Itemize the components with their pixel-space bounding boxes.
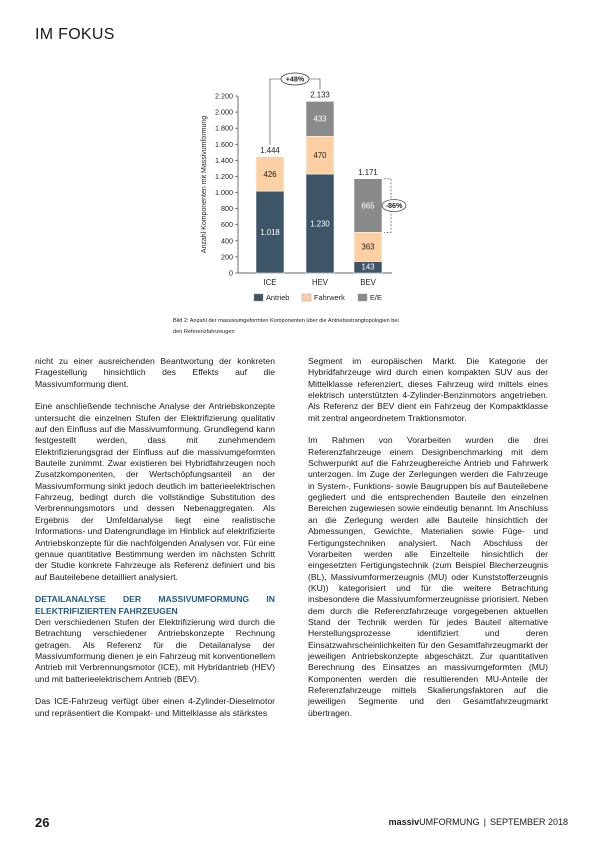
y-tick-label: 2.200 [215,91,233,101]
bar-value-label: 426 [263,169,277,179]
y-tick-label: 600 [221,220,233,230]
y-tick-label: 1.800 [215,123,233,133]
paragraph: Den verschiedenen Stufen der Elektrifizierung wird durch die Betrachtung verschiedener Antriebskonzepte Rechnung getragen. Als Referenz für die Detailanalyse der Massivumformung dienen je ein Fahrzeug mit konventionellem Antrieb mit Verbrennungsmotor (ICE), mit Hybridantrieb (HEV) und mit batterieelektrischem Antrieb (BEV). [35,616,275,684]
y-axis-label: Anzahl Komponenten mit Massivumformung [201,115,208,254]
x-tick-label: BEV [360,278,376,287]
bar-value-label: 363 [361,242,375,252]
paragraph: Segment im europäischen Markt. Die Kategorie der Hybridfahrzeuge wird durch einen kompakten SUV aus der Mittelklasse referenziert, dieses Fahrzeug wird mittels eines elektrisch unterstützten 4-Zylinder-Benzinmotors angetrieben. Als Referenz der BEV dient ein Fahrzeug der Kompaktklasse mit zentral angeordnetem Traktionsmotor. [308,356,548,423]
y-tick-label: 2.000 [215,107,233,117]
decrease-label: -86% [385,201,403,211]
left-column [35,356,275,730]
brand-name: massiv [388,817,420,827]
bar-value-label: 433 [313,114,327,124]
page-number: 26 [35,815,50,830]
bar-value-label: 1.230 [310,219,330,229]
right-column [308,356,548,730]
y-tick-label: 1.400 [215,155,233,165]
section-title: IM FOKUS [35,26,115,43]
bar-total-label: 1.444 [260,145,280,155]
brand-separator: | [483,817,486,827]
legend-label: Fahrwerk [314,293,345,302]
chart [196,70,416,315]
bar-value-label: 470 [313,150,327,160]
figure-caption: Bild 2: Anzahl der massivumgeformten Komponenten über die Antriebsstrangtopologien bei den Referenzfahrzeugen [173,318,399,335]
y-tick-label: 0 [229,268,233,278]
bar-total-label: 1.171 [358,167,378,177]
y-tick-label: 200 [221,252,233,262]
y-tick-label: 1.200 [215,171,233,181]
bar-value-label: 665 [361,201,375,211]
legend-swatch [358,294,367,301]
y-tick-label: 1.000 [215,188,233,198]
x-tick-label: HEV [311,278,329,287]
y-tick-label: 1.600 [215,139,233,149]
y-tick-label: 800 [221,204,233,214]
section-heading: DETAILANALYSE DER MASSIVUMFORMUNG IN ELEKTRIFIZIERTEN FAHRZEUGEN [35,594,275,616]
issue-date: SEPTEMBER 2018 [489,817,568,827]
increase-label: +48% [285,74,305,84]
legend-swatch [302,294,311,301]
paragraph: Eine anschließende technische Analyse der Antriebskonzepte untersucht die einzelnen Stufen der Elektrifizierung qualitativ auf den Einfluss auf die Massivumformung. Grundlegend kann festgestellt werden, dass mit zunehmendem Elektrifizierungsgrad der Einfluss auf die massivumgeformten Bauteile zunimmt. Zwar existieren bei Hybridfahrzeugen noch Zusatzkomponenten, der Wertschöpfungsanteil an der Massivumformung sinkt jedoch deutlich im batterieelektrischen Fahrzeug, bedingt durch die vollständige Substitution des Verbrennungsmotors und dessen Nebenaggregaten. Als Ergebnis der Umfeldanalyse liegt eine realistische Informations- und Datengrundlage im Hinblick auf elektrifizierte Antriebskonzepte für die nachfolgenden Analysen vor. Für eine genaue quantitative Bestimmung werden im nächsten Schritt der Studie konkrete Fahrzeuge als Referenz definiert und bis auf Bauteilebene detailliert analysiert. [35,401,275,582]
brand-suffix: UMFORMUNG [419,817,480,827]
bar-value-label: 1.018 [260,227,280,237]
legend-label: Antrieb [266,293,290,302]
bar-total-label: 2.133 [310,90,330,100]
magazine-brand [389,817,568,827]
legend-label: E/E [370,293,382,302]
legend-swatch [254,294,263,301]
paragraph: Das ICE-Fahrzeug verfügt über einen 4-Zylinder-Dieselmotor und repräsentiert die Kompakt- und Mittelklasse als stärkstes [35,696,275,718]
paragraph: Im Rahmen von Vorarbeiten wurden die drei Referenzfahrzeuge einem Designbenchmarking mit dem Schwerpunkt auf die Fahrzeugbereiche Antrieb und Fahrwerk unterzogen. Im Zuge der Zerlegungen werden die Fahrzeuge in System-, Funktions- sowie Baugruppen bis auf Bauteilebene gegliedert und die entsprechenden Bauteile den einzelnen Bereichen zugewiesen sowie eindeutig benannt. Im Anschluss an die Zerlegung werden alle Bauteile hinsichtlich der Abmessungen, Gewichte, Materialien sowie Füge- und Fertigungstechniken analysiert. Nach Abschluss der Vorarbeiten werden alle Einzelteile hinsichtlich der eingesetzten Fertigungstechnik (zum Beispiel Blecherzeugnis (BL), Massivumformerzeugnis (MU) oder Kunststofferzeugnis (KU)) kategorisiert und für die weitere Betrachtung insbesondere die Massivumformerzeugnisse priorisiert. Neben dem durch die Referenzfahrzeuge vorgegebenen aktuellen Stand der Technik werden für jedes Bauteil alternative Herstellungsprozesse identifiziert und deren Einsatzwahrscheinlichkeiten für den Gesamtfahrzeugmarkt der jeweiligen Antriebskonzepte abgeschätzt. Zur quantitativen Berechnung des Einsatzes an massivumgeformten (MU) Komponenten werden die resultierenden MU-Anteile der Referenzfahrzeuge mittels Skalierungsfaktoren auf die jeweiligen Segmente und den Gesamtfahrzeugmarkt übertragen. [308,435,548,718]
bar-value-label: 143 [361,262,375,272]
x-tick-label: ICE [263,278,277,287]
y-tick-label: 400 [221,236,233,246]
paragraph: nicht zu einer ausreichenden Beantwortung der konkreten Fragestellung hinsichtlich des Effekts auf die Massivumformung dient. [35,356,275,389]
